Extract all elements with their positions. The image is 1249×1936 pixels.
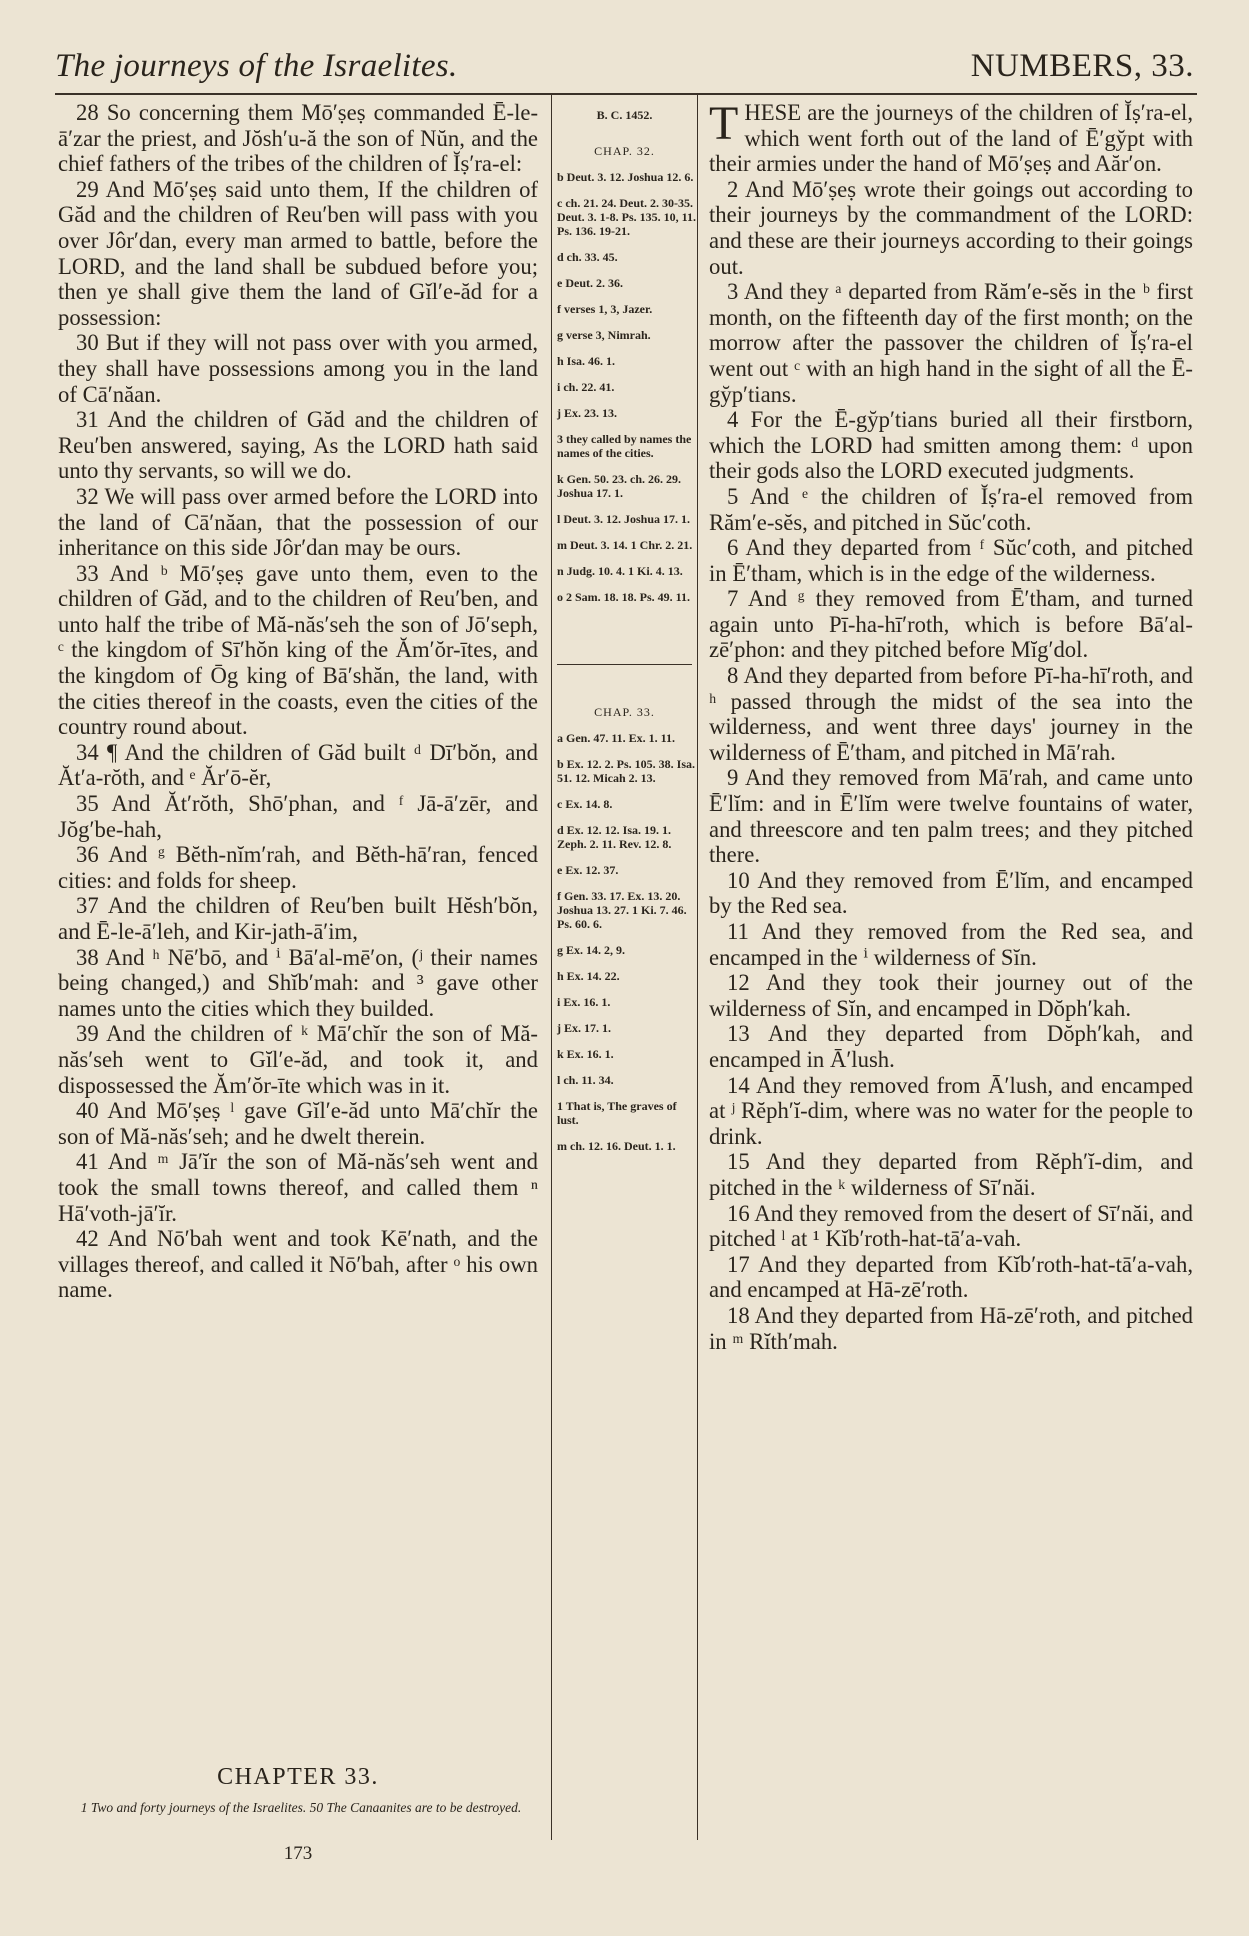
verse: 33 And ᵇ Mō′ṣeṣ gave unto them, even to the children of Găd, and to the children of Reu′ben, and unto half the tribe of Mă-năs′seh the son of Jō′seph, ᶜ the kingdom of Sī′hŏn king of the Ăm′ŏr-ītes, and the kingdom of Ōg king of Bā′shăn, the land, with the cities thereof in the coasts, even the cities of the country round about. — [58, 560, 538, 740]
verse: 10 And they removed from Ē′lĭm, and encamped by the Red sea. — [709, 867, 1193, 919]
date-era: B. C. 1452. — [596, 108, 653, 122]
cross-reference: i Ex. 16. 1. — [557, 995, 611, 1009]
verse: 15 And they departed from Rĕph′ĭ-dim, and pitched in the ᵏ wilderness of Sī′năi. — [709, 1149, 1193, 1200]
verse: 38 And ʰ Nē′bō, and ⁱ Bā′al-mē′on, (ʲ their names being changed,) and Shĭb′mah: and ³ gave other names unto the cities which they builded. — [58, 944, 538, 1021]
verse: 7 And ᵍ they removed from Ē′tham, and turned again unto Pī-ha-hī′roth, which is before Bā′al-zē′phon: and they pitched before Mĭg′dol. — [709, 586, 1193, 663]
page-number: 173 — [283, 1843, 313, 1864]
left-text-column — [58, 100, 538, 1740]
verse: 5 And ᵉ the children of Ĭṣ′ra-el removed from Răm′e-sĕs, and pitched in Sŭc′coth. — [709, 483, 1193, 535]
reference-separator — [557, 664, 692, 665]
cross-reference: i ch. 22. 41. — [557, 380, 615, 394]
cross-reference: j Ex. 23. 13. — [557, 406, 617, 420]
verse: 17 And they departed from Kĭb′roth-hat-tā′a-vah, and encamped at Hā-zē′roth. — [709, 1251, 1193, 1303]
cross-reference: c ch. 21. 24. Deut. 2. 30-35. Deut. 3. 1-8. Ps. 135. 10, 11. Ps. 136. 19-21. — [557, 196, 696, 238]
verse: 34 ¶ And the children of Găd built ᵈ Dī′bŏn, and Ăt′a-rŏth, and ᵉ Ăr′ō-ĕr, — [58, 739, 538, 791]
header-rule — [55, 93, 1197, 95]
cross-reference: d Ex. 12. 12. Isa. 19. 1. Zeph. 2. 11. Rev. 12. 8. — [557, 823, 672, 851]
cross-reference: a Gen. 47. 11. Ex. 1. 11. — [557, 731, 676, 745]
verse: 6 And they departed from ᶠ Sŭc′coth, and pitched in Ē′tham, which is in the edge of the wilderness. — [709, 535, 1193, 586]
cross-reference: b Ex. 12. 2. Ps. 105. 38. Isa. 51. 12. Micah 2. 13. — [557, 757, 696, 785]
cross-reference: f Gen. 33. 17. Ex. 13. 20. Joshua 13. 27. 1 Ki. 7. 46. Ps. 60. 6. — [557, 889, 687, 931]
verse: 9 And they removed from Mā′rah, and came unto Ē′lĭm: and in Ē′lĭm were twelve fountains of water, and threescore and ten palm trees; and they pitched there. — [709, 765, 1193, 868]
verse: 37 And the children of Reu′ben built Hĕsh′bŏn, and Ē-le-ā′leh, and Kir-jath-ā′im, — [58, 893, 538, 944]
cross-reference: l Deut. 3. 12. Joshua 17. 1. — [557, 512, 691, 526]
cross-reference: e Deut. 2. 36. — [557, 276, 623, 290]
column-divider-right — [697, 95, 698, 1840]
cross-reference: o 2 Sam. 18. 18. Ps. 49. 11. — [557, 590, 691, 604]
verse: 11 And they removed from the Red sea, and encamped in the ⁱ wilderness of Sĭn. — [709, 919, 1193, 970]
cross-reference: k Ex. 16. 1. — [557, 1047, 614, 1061]
cross-reference: c Ex. 14. 8. — [557, 797, 613, 811]
verse: 30 But if they will not pass over with you armed, they shall have possessions among you in the land of Cā′năan. — [58, 330, 538, 407]
verse: 14 And they removed from Ā′lush, and encamped at ʲ Rĕph′ĭ-dim, where was no water for the people to drink. — [709, 1072, 1193, 1149]
verse: 29 And Mō′ṣeṣ said unto them, If the children of Găd and the children of Reu′ben will pass with you over Jôr′dan, every man armed to battle, before the LORD, and the land shall be subdued before you; then ye shall give them the land of Gĭl′e-ăd for a possession: — [58, 176, 538, 330]
cross-reference: h Ex. 14. 22. — [557, 969, 620, 983]
verse: 4 For the Ē-gy̆p′tians buried all their firstborn, which the LORD had smitten among them: ᵈ upon their gods also the LORD executed judgments. — [709, 407, 1193, 484]
verse: 41 And ᵐ Jā′ĭr the son of Mă-năs′seh went and took the small towns thereof, and called them ⁿ Hā′voth-jā′ĭr. — [58, 1149, 538, 1226]
verse: 42 And Nō′bah went and took Kē′nath, and the villages thereof, and called it Nō′bah, after ᵒ his own name. — [58, 1226, 538, 1303]
verse: 31 And the children of Găd and the children of Reu′ben answered, saying, As the LORD hath said unto thy servants, so will we do. — [58, 407, 538, 484]
verse: 40 And Mō′ṣeṣ ˡ gave Gĭl′e-ăd unto Mā′chĭr the son of Mă-năs′seh; and he dwelt therein. — [58, 1098, 538, 1149]
chapter-summary: 1 Two and forty journeys of the Israelites. 50 The Canaanites are to be destroyed. — [80, 1800, 522, 1815]
cross-reference: k Gen. 50. 23. ch. 26. 29. Joshua 17. 1. — [557, 472, 682, 500]
verse: 32 We will pass over armed before the LORD into the land of Cā′năan, that the possession of our inheritance on this side Jôr′dan may be ours. — [58, 483, 538, 561]
cross-reference: j Ex. 17. 1. — [557, 1021, 611, 1035]
cross-reference: d ch. 33. 45. — [557, 250, 618, 264]
cross-reference: 3 they called by names the names of the cities. — [557, 432, 692, 460]
chapter-heading: CHAPTER 33. — [217, 1764, 379, 1790]
running-head-book: NUMBERS, 33. — [970, 48, 1194, 84]
verse: 16 And they removed from the desert of Sī′năi, and pitched ˡ at ¹ Kĭb′roth-hat-tā′a-vah. — [709, 1200, 1193, 1252]
verse: 36 And ᵍ Bĕth-nĭm′rah, and Bĕth-hā′ran, fenced cities: and folds for sheep. — [58, 842, 538, 893]
column-divider-left — [551, 95, 552, 1840]
chapter-33-label: CHAP. 33. — [594, 705, 655, 719]
verse: 18 And they departed from Hā-zē′roth, and pitched in ᵐ Rĭth′mah. — [709, 1302, 1193, 1354]
cross-reference: h Isa. 46. 1. — [557, 354, 616, 368]
chapter-32-label: CHAP. 32. — [594, 144, 655, 158]
cross-reference: 1 That is, The graves of lust. — [557, 1099, 677, 1127]
verse-1 — [709, 100, 1193, 177]
center-reference-column — [553, 100, 696, 1840]
verse-text: HESE are the journeys of the children of Ĭṣ′ra-el, which went forth out of the land of Ē′gy̆pt with their armies under the hand of Mō′ṣeṣ and Aăr′on. — [709, 100, 1193, 177]
verse: 35 And Ăt′rŏth, Shō′phan, and ᶠ Jā-ā′zēr, and Jŏg′be-hah, — [58, 791, 538, 842]
cross-reference: f verses 1, 3, Jazer. — [557, 302, 653, 316]
cross-reference: g Ex. 14. 2, 9. — [557, 943, 626, 957]
cross-reference: n Judg. 10. 4. 1 Ki. 4. 13. — [557, 564, 683, 578]
verse: 8 And they departed from before Pī-ha-hī′roth, and ʰ passed through the midst of the sea into the wilderness, and went three days' journey in the wilderness of Ē′tham, and pitched in Mā′rah. — [709, 663, 1193, 765]
verse: 13 And they departed from Dŏph′kah, and encamped in Ā′lush. — [709, 1021, 1193, 1072]
cross-reference: m Deut. 3. 14. 1 Chr. 2. 21. — [557, 538, 693, 552]
verse: 2 And Mō′ṣeṣ wrote their goings out according to their journeys by the commandment of the LORD: and these are their journeys according to their goings out. — [709, 176, 1193, 279]
cross-reference: l ch. 11. 34. — [557, 1073, 614, 1087]
cross-reference: m ch. 12. 16. Deut. 1. 1. — [557, 1139, 676, 1153]
cross-reference: g verse 3, Nimrah. — [557, 328, 651, 342]
running-head-title: The journeys of the Israelites. — [55, 48, 458, 84]
verse: 3 And they ᵃ departed from Răm′e-sĕs in the ᵇ first month, on the fifteenth day of the first month; on the morrow after the passover the children of Ĭṣ′ra-el went out ᶜ with an high hand in the sight of all the Ē-gy̆p′tians. — [709, 279, 1193, 407]
cross-reference: b Deut. 3. 12. Joshua 12. 6. — [557, 170, 694, 184]
verse: 28 So concerning them Mō′ṣeṣ commanded Ē-le-ā′zar the priest, and Jŏsh′u-ă the son of Nŭn, and the chief fathers of the tribes of the children of Ĭṣ′ra-el: — [58, 100, 538, 177]
cross-reference: e Ex. 12. 37. — [557, 863, 619, 877]
right-text-column — [709, 100, 1193, 1860]
verse: 39 And the children of ᵏ Mā′chĭr the son of Mă-năs′seh went to Gĭl′e-ăd, and took it, and dispossessed the Ăm′ŏr-īte which was in it. — [58, 1021, 538, 1098]
verse: 12 And they took their journey out of the wilderness of Sĭn, and encamped in Dŏph′kah. — [709, 970, 1193, 1021]
drop-cap: T — [709, 100, 739, 150]
